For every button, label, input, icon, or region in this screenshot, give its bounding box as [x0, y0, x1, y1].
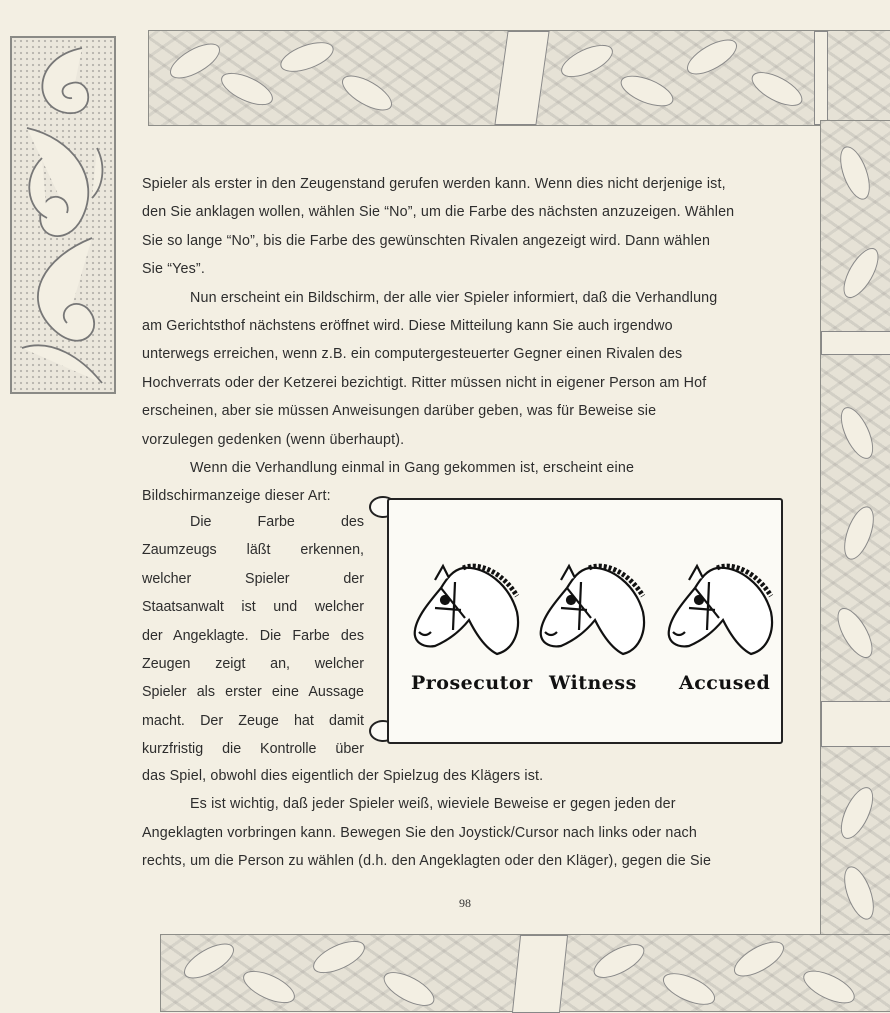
laurel-border-bottom — [160, 934, 890, 1012]
text-line: vorzulegen gedenken (wenn überhaupt). — [142, 431, 405, 448]
text-line: Angeklagten vorbringen kann. Bewegen Sie den Joystick/Cursor nach links oder nach — [142, 824, 697, 841]
text-line: Zeugen zeigt an, welcher — [142, 656, 364, 673]
text-line: Nun erscheint ein Bildschirm, der alle vier Spieler informiert, daß die Verhandlung — [190, 289, 718, 306]
side-text — [142, 508, 364, 764]
horse-head-icon — [531, 560, 649, 658]
text-line: erscheinen, aber sie müssen Anweisungen darüber geben, was für Beweise sie — [142, 403, 657, 420]
text-line: Bildschirmanzeige dieser Art: — [142, 488, 331, 505]
court-screen-illustration — [367, 494, 785, 746]
acanthus-ornament — [10, 36, 116, 394]
horse-head-icon — [659, 560, 777, 658]
laurel-border-top — [148, 30, 890, 126]
text-line: Hochverrats oder der Ketzerei bezichtigt. Ritter müssen nicht in eigener Person am Hof — [142, 374, 707, 391]
text-line: Spieler als erster eine Aussage — [142, 684, 364, 701]
horse-head-icon — [405, 560, 523, 658]
text-line: am Gerichtsthof nächstens eröffnet wird. Diese Mitteilung kann Sie auch irgendwo — [142, 318, 673, 335]
page-number: 98 — [459, 896, 471, 910]
text-line: rechts, um die Person zu wählen (d.h. den Angeklagten oder den Kläger), gegen die Sie — [142, 853, 712, 870]
body-text-bottom — [142, 762, 784, 876]
text-line: den Sie anklagen wollen, wählen Sie “No”, um die Farbe des nächsten anzuzeigen. Wählen — [142, 204, 735, 221]
label-prosecutor: Prosecutor — [411, 672, 533, 694]
label-accused: Accused — [679, 672, 771, 694]
text-line: Sie so lange “No”, bis die Farbe des gewünschten Rivalen angezeigt wird. Dann wählen — [142, 232, 711, 249]
text-line: Staatsanwalt ist und welcher — [142, 599, 364, 616]
text-line: Zaumzeugs läßt erkennen, — [142, 542, 364, 559]
text-line: unterwegs erreichen, wenn z.B. ein computergesteuerter Gegner einen Rivalen des — [142, 346, 683, 363]
text-line: Es ist wichtig, daß jeder Spieler weiß, wieviele Beweise er gegen jeden der — [190, 796, 676, 813]
laurel-border-right — [820, 120, 890, 936]
text-line: das Spiel, obwohl dies eigentlich der Spielzug des Klägers ist. — [142, 768, 544, 784]
text-line: kurzfristig die Kontrolle über — [142, 741, 364, 758]
text-line: Die Farbe des — [190, 514, 364, 530]
text-line: macht. Der Zeuge hat damit — [142, 712, 364, 729]
label-witness: Witness — [549, 672, 637, 694]
text-line: welcher Spieler der — [142, 570, 364, 587]
body-text-top — [142, 170, 784, 511]
text-line: der Angeklagte. Die Farbe des — [142, 627, 364, 644]
scroll-panel — [387, 498, 783, 744]
text-line: Wenn die Verhandlung einmal in Gang gekommen ist, erscheint eine — [190, 460, 635, 477]
text-line: Spieler als erster in den Zeugenstand gerufen werden kann. Wenn dies nicht derjenige ist, — [142, 176, 726, 192]
text-line: Sie “Yes”. — [142, 261, 205, 278]
